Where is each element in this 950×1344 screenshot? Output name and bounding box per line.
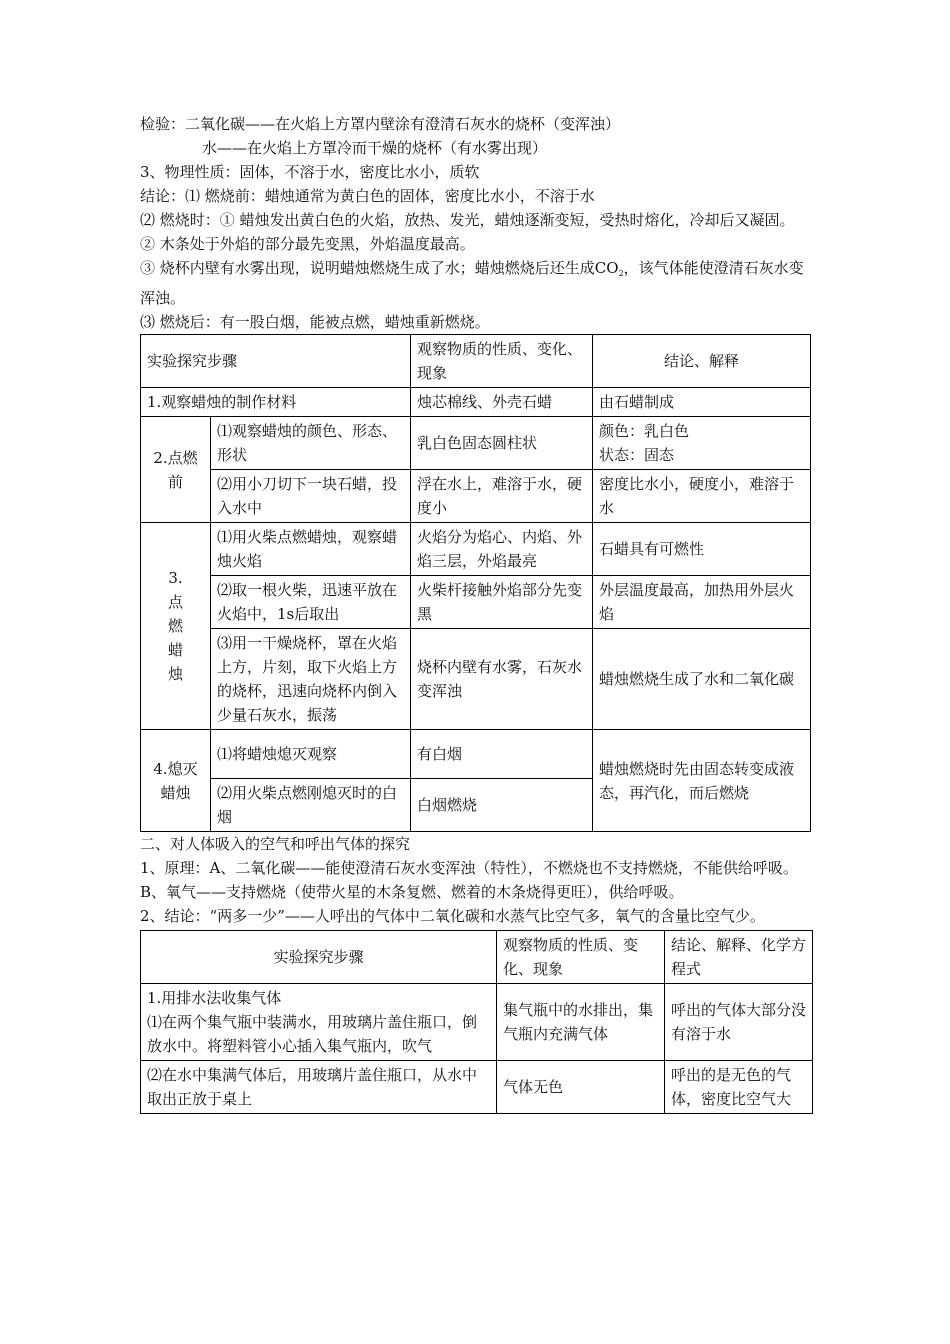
header-steps: 实验探究步骤	[141, 931, 497, 984]
group-label-extinguish: 4.熄灭蜡烛	[141, 730, 211, 832]
line-after-burning: ⑶ 燃烧后：有一股白烟，能被点燃，蜡烛重新燃烧。	[140, 313, 490, 331]
table-row: ⑵在水中集满气体后，用玻璃片盖住瓶口，从水中取出正放于桌上 气体无色 呼出的是无色的气体，密度比空气大	[141, 1061, 813, 1114]
section-two-title: 二、对人体吸入的空气和呼出气体的探究	[140, 835, 411, 853]
table-row: ⑵用火柴点燃刚熄灭时的白烟 白烟燃烧	[141, 779, 811, 832]
line-during-burning: ⑵ 燃烧时：① 蜡烛发出黄白色的火焰，放热、发光，蜡烛逐渐变短，受热时熔化，冷却后又凝固。	[140, 211, 795, 229]
table-header-row	[141, 335, 811, 388]
header-observation: 观察物质的性质、变化、现象	[411, 335, 593, 388]
line-water-co2	[140, 256, 812, 310]
group-label-before: 2.点燃前	[141, 417, 211, 523]
header-observation: 观察物质的性质、变化、现象	[497, 931, 665, 984]
line-outer-flame: ② 木条处于外焰的部分最先变黑，外焰温度最高。	[140, 235, 475, 253]
table-row: 4.熄灭蜡烛 ⑴将蜡烛熄灭观察 有白烟 蜡烛燃烧时先由固态转变成液态，再汽化，而后燃烧	[141, 730, 811, 779]
table-row: 1.用排水法收集气体 ⑴在两个集气瓶中装满水，用玻璃片盖住瓶口，倒放水中。将塑料管小心插入集气瓶内，吹气 集气瓶中的水排出，集气瓶内充满气体 呼出的气体大部分没有溶于水	[141, 984, 813, 1061]
header-conclusion: 结论、解释	[593, 335, 811, 388]
group-label-lit: 3.点燃蜡烛	[141, 523, 211, 730]
line-test-co2: 检验：二氧化碳——在火焰上方罩内壁涂有澄清石灰水的烧杯（变浑浊）	[140, 115, 621, 133]
line-physical-properties: 3、物理性质：固体，不溶于水，密度比水小，质软	[140, 163, 480, 181]
line-two-more-one-less: 2、结论：“两多一少”——人呼出的气体中二氧化碳和水蒸气比空气多，氧气的含量比空气少。	[140, 907, 765, 925]
document-page	[140, 112, 812, 1114]
table-row: 2.点燃前 ⑴观察蜡烛的颜色、形态、形状 乳白色固态圆柱状 颜色：乳白色 状态：固态	[141, 417, 811, 470]
line-water-co2-part1: ③ 烧杯内壁有水雾出现，说明蜡烛燃烧生成了水；蜡烛燃烧后还生成	[140, 259, 595, 277]
candle-experiment-table	[140, 334, 811, 832]
table-row: ⑵取一根火柴，迅速平放在火焰中，1s后取出 火柴杆接触外焰部分先变黑 外层温度最高，加热用外层火焰	[141, 576, 811, 629]
line-conclusion-before: 结论：⑴ 燃烧前：蜡烛通常为黄白色的固体，密度比水小，不溶于水	[140, 187, 595, 205]
table-row: 1.观察蜡烛的制作材料 烛芯棉线、外壳石蜡 由石蜡制成	[141, 388, 811, 417]
line-water-co2-part2: ，该气体能使澄清石灰水变浑浊。	[140, 259, 804, 307]
table-row: 3.点燃蜡烛 ⑴用火柴点燃蜡烛，观察蜡烛火焰 火焰分为焰心、内焰、外焰三层，外焰最亮 石蜡具有可燃性	[141, 523, 811, 576]
line-principle: 1、原理：A、二氧化碳——能使澄清石灰水变浑浊（特性），不燃烧也不支持燃烧，不能供给呼吸。B、氧气——支持燃烧（使带火星的木条复燃、燃着的木条烧得更旺），供给呼吸。	[140, 859, 798, 901]
line-test-water: 水——在火焰上方罩冷而干燥的烧杯（有水雾出现）	[202, 139, 548, 157]
table-header-row	[141, 931, 813, 984]
table-row: ⑵用小刀切下一块石蜡，投入水中 浮在水上，难溶于水，硬度小 密度比水小，硬度小，难溶于水	[141, 470, 811, 523]
co2-formula: $CO_2$	[594, 259, 624, 278]
header-steps: 实验探究步骤	[141, 335, 411, 388]
breath-experiment-table	[140, 930, 813, 1114]
table-row: ⑶用一干燥烧杯，罩在火焰上方，片刻，取下火焰上方的烧杯，迅速向烧杯内倒入少量石灰水，振荡 烧杯内壁有水雾，石灰水变浑浊 蜡烛燃烧生成了水和二氧化碳	[141, 629, 811, 730]
header-conclusion: 结论、解释、化学方程式	[665, 931, 813, 984]
